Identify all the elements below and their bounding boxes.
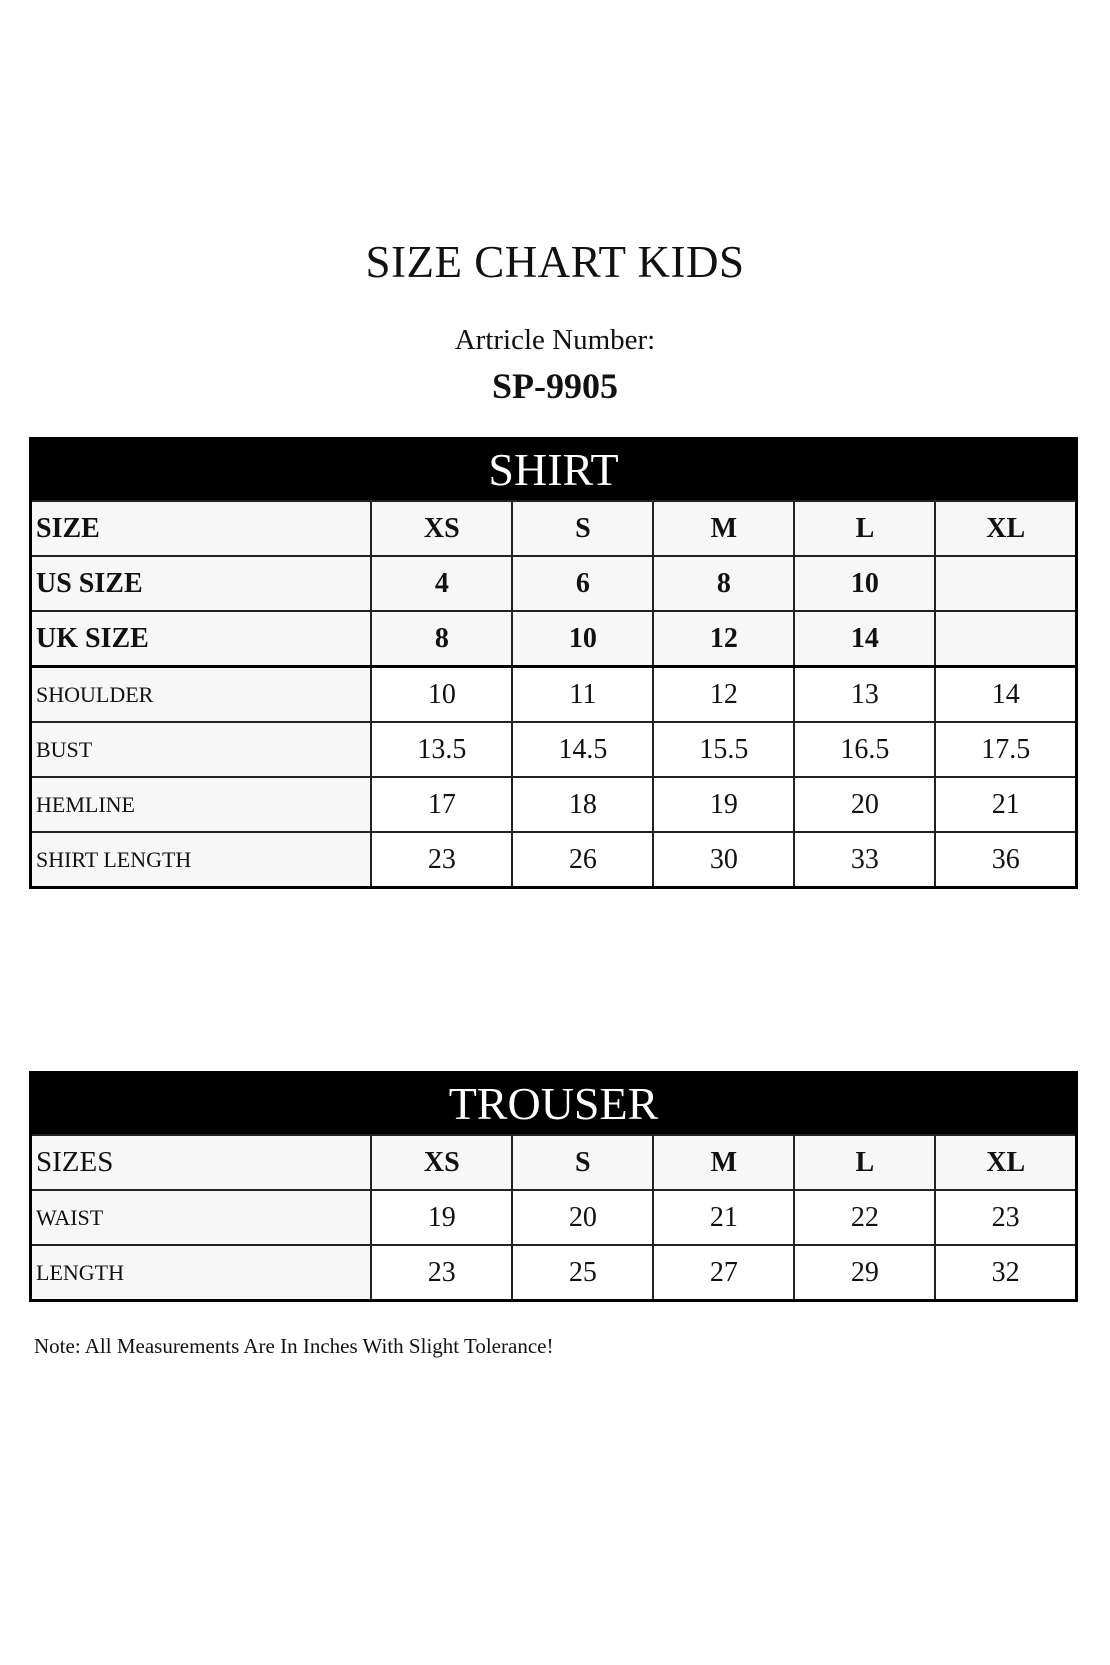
page-title: SIZE CHART KIDS bbox=[365, 237, 745, 287]
table-cell: 16.5 bbox=[794, 722, 935, 777]
table-cell: 23 bbox=[371, 832, 512, 888]
trouser-size-m: M bbox=[653, 1135, 794, 1190]
table-cell: 19 bbox=[371, 1190, 512, 1245]
table-cell: 13 bbox=[794, 667, 935, 723]
article-number-label: Artricle Number: bbox=[454, 324, 656, 356]
table-cell: 27 bbox=[653, 1245, 794, 1301]
table-cell: 21 bbox=[935, 777, 1076, 832]
shirt-hemline-row bbox=[31, 777, 1077, 832]
shirt-uk-size-label: UK SIZE bbox=[31, 611, 372, 667]
table-cell: 23 bbox=[935, 1190, 1076, 1245]
trouser-length-label: LENGTH bbox=[31, 1245, 372, 1301]
table-cell: 15.5 bbox=[653, 722, 794, 777]
table-cell: 18 bbox=[512, 777, 653, 832]
table-cell: 26 bbox=[512, 832, 653, 888]
trouser-heading-row bbox=[31, 1073, 1077, 1136]
shirt-size-xl: XL bbox=[935, 501, 1076, 556]
table-cell: 12 bbox=[653, 667, 794, 723]
table-cell: 33 bbox=[794, 832, 935, 888]
shirt-uk-size-s: 10 bbox=[512, 611, 653, 667]
trouser-size-l: L bbox=[794, 1135, 935, 1190]
shirt-size-label: SIZE bbox=[31, 501, 372, 556]
shirt-size-l: L bbox=[794, 501, 935, 556]
shirt-bust-row bbox=[31, 722, 1077, 777]
shirt-us-size-row bbox=[31, 556, 1077, 611]
shirt-size-xs: XS bbox=[371, 501, 512, 556]
shirt-uk-size-xl bbox=[935, 611, 1076, 667]
shirt-us-size-xs: 4 bbox=[371, 556, 512, 611]
shirt-hemline-label: HEMLINE bbox=[31, 777, 372, 832]
shirt-uk-size-row bbox=[31, 611, 1077, 667]
trouser-size-table bbox=[29, 1071, 1078, 1302]
table-cell: 19 bbox=[653, 777, 794, 832]
shirt-size-row bbox=[31, 501, 1077, 556]
shirt-size-s: S bbox=[512, 501, 653, 556]
trouser-waist-row bbox=[31, 1190, 1077, 1245]
trouser-heading: TROUSER bbox=[31, 1073, 1077, 1136]
shirt-us-size-m: 8 bbox=[653, 556, 794, 611]
shirt-size-table bbox=[29, 437, 1078, 889]
measurement-note: Note: All Measurements Are In Inches With Slight Tolerance! bbox=[34, 1334, 554, 1358]
table-cell: 11 bbox=[512, 667, 653, 723]
shirt-length-label: SHIRT LENGTH bbox=[31, 832, 372, 888]
shirt-shoulder-row bbox=[31, 667, 1077, 723]
table-cell: 22 bbox=[794, 1190, 935, 1245]
shirt-us-size-s: 6 bbox=[512, 556, 653, 611]
shirt-heading-row bbox=[31, 439, 1077, 502]
trouser-sizes-label: SIZES bbox=[31, 1135, 372, 1190]
trouser-waist-label: WAIST bbox=[31, 1190, 372, 1245]
shirt-us-size-xl bbox=[935, 556, 1076, 611]
table-cell: 17 bbox=[371, 777, 512, 832]
shirt-uk-size-l: 14 bbox=[794, 611, 935, 667]
shirt-us-size-label: US SIZE bbox=[31, 556, 372, 611]
shirt-bust-label: BUST bbox=[31, 722, 372, 777]
article-number-value: SP-9905 bbox=[492, 366, 618, 406]
table-cell: 25 bbox=[512, 1245, 653, 1301]
shirt-length-row bbox=[31, 832, 1077, 888]
shirt-size-m: M bbox=[653, 501, 794, 556]
shirt-uk-size-m: 12 bbox=[653, 611, 794, 667]
table-cell: 13.5 bbox=[371, 722, 512, 777]
trouser-size-row bbox=[31, 1135, 1077, 1190]
table-cell: 20 bbox=[794, 777, 935, 832]
table-cell: 10 bbox=[371, 667, 512, 723]
table-cell: 29 bbox=[794, 1245, 935, 1301]
trouser-size-xs: XS bbox=[371, 1135, 512, 1190]
shirt-shoulder-label: SHOULDER bbox=[31, 667, 372, 723]
table-cell: 17.5 bbox=[935, 722, 1076, 777]
table-cell: 32 bbox=[935, 1245, 1076, 1301]
table-cell: 30 bbox=[653, 832, 794, 888]
shirt-heading: SHIRT bbox=[31, 439, 1077, 502]
shirt-us-size-l: 10 bbox=[794, 556, 935, 611]
table-cell: 20 bbox=[512, 1190, 653, 1245]
trouser-size-s: S bbox=[512, 1135, 653, 1190]
shirt-uk-size-xs: 8 bbox=[371, 611, 512, 667]
table-cell: 36 bbox=[935, 832, 1076, 888]
trouser-size-xl: XL bbox=[935, 1135, 1076, 1190]
table-cell: 23 bbox=[371, 1245, 512, 1301]
table-cell: 14.5 bbox=[512, 722, 653, 777]
trouser-length-row bbox=[31, 1245, 1077, 1301]
table-cell: 14 bbox=[935, 667, 1076, 723]
table-cell: 21 bbox=[653, 1190, 794, 1245]
